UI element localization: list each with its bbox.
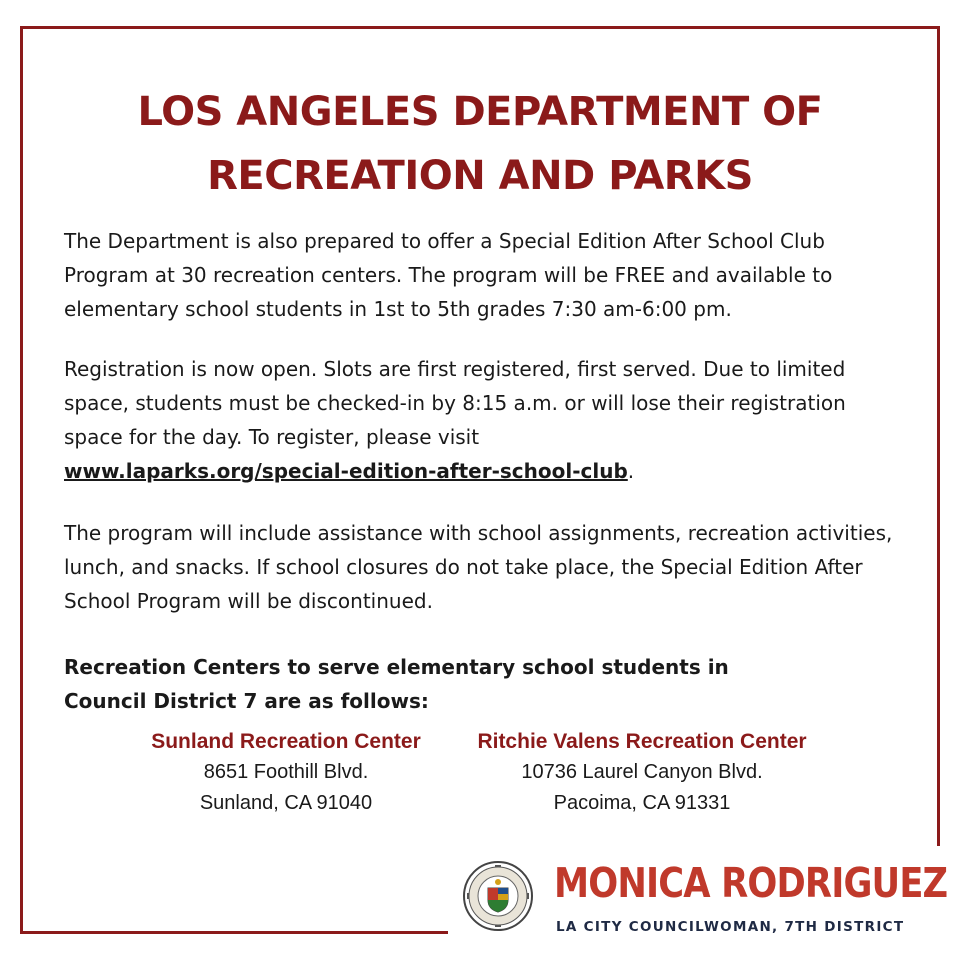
councilwoman-name-logo: MONICA RODRIGUEZ [554, 859, 948, 907]
center-card-ritchie-valens [458, 727, 826, 819]
registration-text: Registration is now open. Slots are first registered, first served. Due to limited space, students must be checked-in by 8:15 a.m. or will lose their registration space for the day. To register, please visit [64, 357, 846, 449]
registration-period: . [627, 459, 635, 483]
program-description: The Department is also prepared to offer a Special Edition After School Club Program at 30 recreation centers. The program will be FREE and available to elementary school students in 1st to 5th grades 7:30 am-6:00 pm. [64, 229, 833, 321]
center-card-sunland [130, 727, 442, 819]
title-line-1: LOS ANGELES DEPARTMENT OF [137, 89, 823, 135]
registration-link[interactable]: www.laparks.org/special-edition-after-school-club [64, 459, 628, 483]
centers-intro-line-1: Recreation Centers to serve elementary school students in [64, 655, 729, 679]
centers-intro [64, 650, 894, 718]
center-city: Sunland, CA 91040 [199, 792, 373, 814]
center-street: 8651 Foothill Blvd. [203, 761, 369, 783]
city-seal-icon [462, 860, 534, 932]
registration-info [64, 352, 894, 488]
center-city: Pacoima, CA 91331 [553, 792, 731, 814]
frame-top-border [20, 26, 940, 29]
councilwoman-title: LA CITY COUNCILWOMAN, 7TH DISTRICT [556, 919, 905, 935]
program-details: The program will include assistance with school assignments, recreation activities, lunch, and snacks. If school closures do not take place, the Special Edition After School Program will be discontinued. [64, 521, 893, 613]
center-name: Ritchie Valens Recreation Center [477, 730, 807, 753]
center-name: Sunland Recreation Center [151, 730, 421, 753]
frame-right-border [937, 26, 940, 846]
frame-left-border [20, 26, 23, 934]
title-line-2: RECREATION AND PARKS [207, 153, 753, 199]
centers-intro-line-2: Council District 7 are as follows: [64, 689, 429, 713]
frame-bottom-border [20, 931, 448, 934]
center-street: 10736 Laurel Canyon Blvd. [521, 761, 763, 783]
page-title [40, 80, 920, 208]
